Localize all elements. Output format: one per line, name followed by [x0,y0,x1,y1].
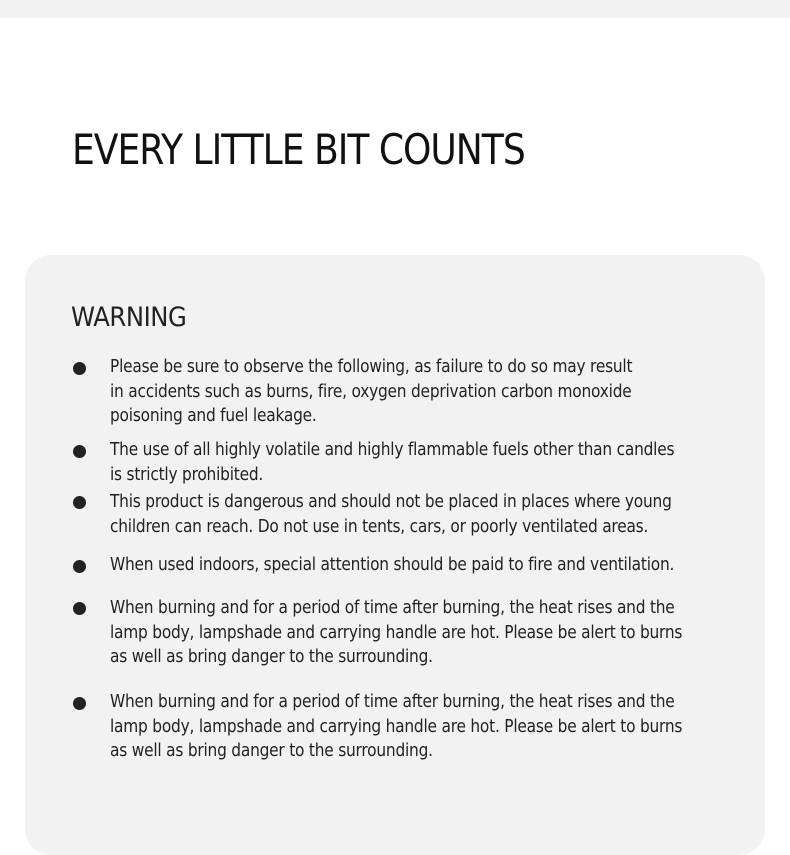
text-line: When burning and for a period of time after burning, the heat rises and the [110,598,675,618]
text-line: lamp body, lampshade and carrying handle are hot. Please be alert to burns [110,716,683,737]
warning-item-text [110,553,726,578]
bullet-icon [73,496,86,509]
warning-item-text [110,355,726,429]
text-line: lamp body, lampshade and carrying handle are hot. Please be alert to burns [110,622,683,643]
warning-item-text [110,596,726,670]
text-line: Please be sure to observe the following, as failure to do so may result [110,357,633,377]
text-line: as well as bring danger to the surrounding. [110,741,433,761]
text-line: is strictly prohibited. [110,464,264,485]
bullet-icon [73,602,86,615]
text-line: When used indoors, special attention should be paid to fire and ventilation. [110,555,675,575]
text-line: children can reach. Do not use in tents, cars, or poorly ventilated areas. [110,516,649,537]
bullet-icon [73,445,86,458]
text-line: When burning and for a period of time after burning, the heat rises and the [110,692,675,712]
warning-item-text [110,690,726,764]
bullet-icon [73,697,86,710]
text-line: poisoning and fuel leakage. [110,406,317,426]
text-line: The use of all highly volatile and highly flammable fuels other than candles [110,440,675,460]
warning-item-text [110,490,726,539]
bullet-icon [73,362,86,375]
warning-item-text [110,438,726,487]
page-headline: EVERY LITTLE BIT COUNTS [72,125,525,174]
warning-title: WARNING [71,302,187,333]
top-strip [0,0,790,18]
text-line: in accidents such as burns, fire, oxygen deprivation carbon monoxide [110,381,632,402]
text-line: as well as bring danger to the surrounding. [110,647,433,667]
text-line: This product is dangerous and should not be placed in places where young [110,492,672,512]
bullet-icon [73,560,86,573]
